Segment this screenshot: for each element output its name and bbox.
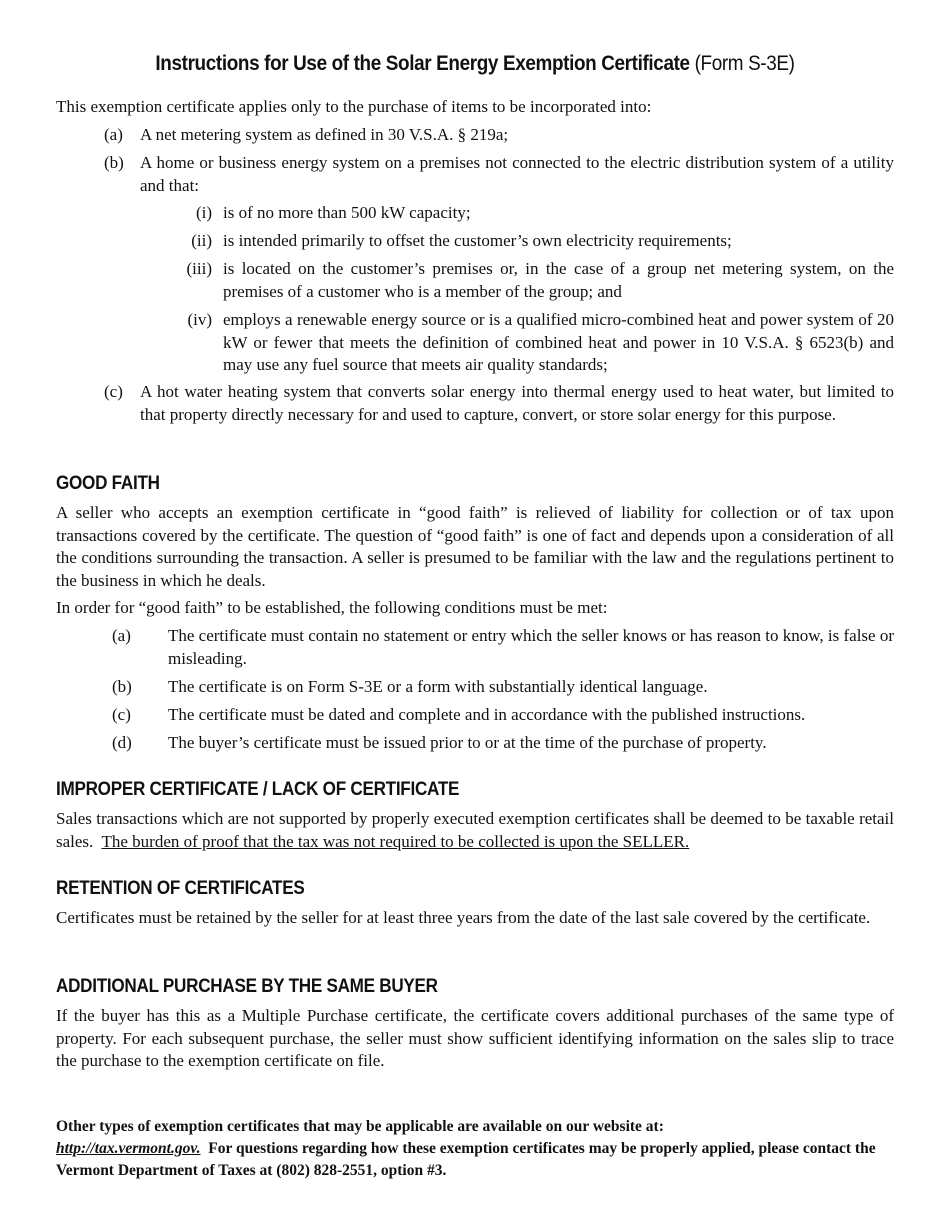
footer-line-2: For questions regarding how these exemption certificates may be properly applied, please contact the Vermont Department of Taxes at (802) 828-2551, option #3. — [56, 1140, 876, 1179]
condition-item-a — [112, 625, 894, 671]
list-item-c — [104, 381, 894, 449]
condition-text: The certificate is on Form S-3E or a form with substantially identical language. — [168, 677, 708, 696]
list-item-a — [104, 124, 894, 147]
footer-note — [56, 1116, 894, 1182]
list-item-b — [104, 152, 894, 198]
list-item-label: (b) — [104, 153, 124, 172]
condition-text: The certificate must contain no statement or entry which the seller knows or has reason to know, is false or misleading. — [168, 626, 894, 668]
burden-of-proof-statement: The burden of proof that the tax was not required to be collected is upon the SELLER. — [101, 831, 690, 851]
additional-purchase-paragraph: If the buyer has this as a Multiple Purchase certificate, the certificate covers additional purchases of the same type of property. For each subsequent purchase, the seller must show sufficient identifying information on the sales slip to trace the purchase to the exemption certificate on file. — [56, 1006, 894, 1070]
title-bold: Instructions for Use of the Solar Energy Exemption Certificate — [155, 52, 690, 75]
website-link[interactable]: http://tax.vermont.gov. — [56, 1140, 201, 1157]
condition-label: (d) — [112, 733, 132, 752]
condition-text: The certificate must be dated and complete and in accordance with the published instructions. — [168, 705, 806, 724]
condition-item-b — [112, 676, 894, 699]
sub-item-text: is located on the customer’s premises or, in the case of a group net metering system, on the premises of a customer who is a member of the group; and — [223, 259, 894, 301]
list-item-text: A hot water heating system that converts solar energy into thermal energy used to heat water, but limited to that property directly necessary for and used to capture, convert, or store solar energy for this purpose. — [140, 382, 894, 424]
footer-line-1: Other types of exemption certificates that may be applicable are available on our website at: — [56, 1118, 664, 1135]
sub-item-label: (i) — [195, 203, 212, 222]
list-item-label: (a) — [104, 125, 123, 144]
sub-item-i — [178, 202, 894, 225]
condition-label: (c) — [112, 705, 131, 724]
section-heading-improper-certificate: IMPROPER CERTIFICATE / LACK OF CERTIFICATE — [56, 779, 460, 800]
retention-paragraph: Certificates must be retained by the seller for at least three years from the date of the last sale covered by the certificate. — [56, 908, 871, 927]
improper-certificate-paragraph — [56, 808, 894, 853]
sub-item-label: (ii) — [191, 231, 212, 250]
sub-item-text: is intended primarily to offset the customer’s own electricity requirements; — [223, 231, 732, 250]
sub-item-label: (iii) — [186, 259, 212, 278]
list-item-text: A home or business energy system on a premises not connected to the electric distribution system of a utility and that: — [140, 153, 894, 195]
good-faith-conditions-intro: In order for “good faith” to be established, the following conditions must be met: — [56, 598, 608, 617]
sub-item-text: employs a renewable energy source or is a qualified micro-combined heat and power system of 20 kW or fewer that meets the definition of combined heat and power in 10 V.S.A. § 6523(b) and may use any fuel source that meets air quality standards; — [223, 310, 894, 374]
list-item-text: A net metering system as defined in 30 V.S.A. § 219a; — [140, 125, 509, 144]
page-title — [48, 52, 903, 76]
condition-item-c — [112, 704, 894, 727]
sub-item-iii — [178, 258, 894, 304]
title-form-number: (Form S-3E) — [694, 52, 795, 75]
sub-item-text: is of no more than 500 kW capacity; — [223, 203, 471, 222]
sub-item-iv — [178, 309, 894, 377]
good-faith-paragraph: A seller who accepts an exemption certificate in “good faith” is relieved of liability for collection or of tax upon transactions covered by the certificate. The question of “good faith” is one of fact and depends upon a consideration of all the conditions surrounding the transaction. A seller is presumed to be familiar with the law and the regulations pertinent to the business in which he deals. — [56, 503, 894, 590]
sub-item-label: (iv) — [187, 310, 212, 329]
condition-label: (a) — [112, 626, 131, 645]
section-heading-good-faith: GOOD FAITH — [56, 473, 160, 494]
condition-text: The buyer’s certificate must be issued prior to or at the time of the purchase of property. — [168, 733, 767, 752]
condition-item-d — [112, 732, 894, 755]
intro-paragraph: This exemption certificate applies only to the purchase of items to be incorporated into: — [56, 97, 652, 116]
condition-label: (b) — [112, 677, 132, 696]
section-heading-additional-purchase: ADDITIONAL PURCHASE BY THE SAME BUYER — [56, 976, 438, 997]
sub-item-ii — [178, 230, 894, 253]
list-item-label: (c) — [104, 382, 123, 401]
section-heading-retention: RETENTION OF CERTIFICATES — [56, 878, 305, 899]
improper-certificate-text: Sales transactions which are not supported by properly executed exemption certificates shall be deemed to be taxable retail sales. — [56, 809, 894, 851]
